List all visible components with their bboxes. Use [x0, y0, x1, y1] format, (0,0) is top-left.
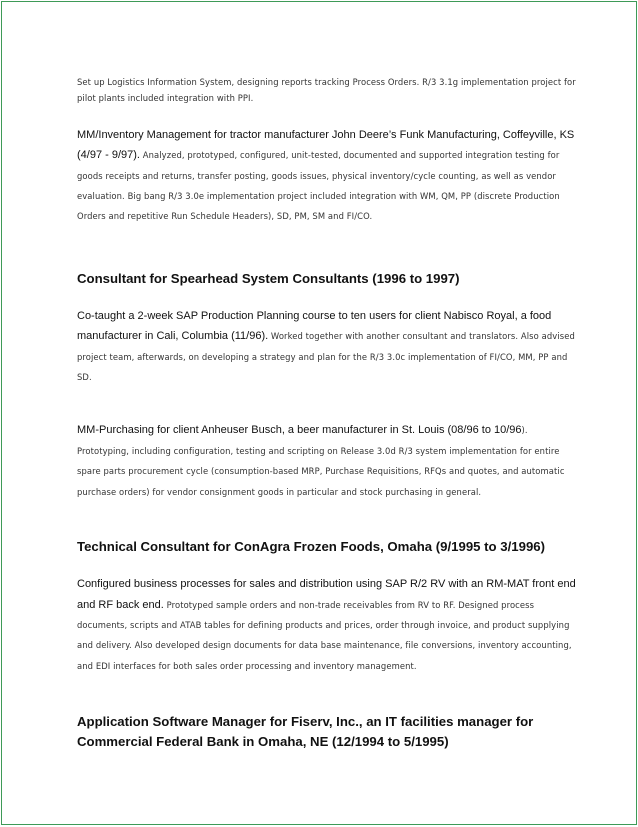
paragraph-john-deere — [77, 123, 577, 225]
paragraph-conagra-lead: Configured business processes for sales and distribution using SAP R/2 RV with an RM-MAT front end and RF back end. — [77, 578, 576, 611]
paragraph-john-deere-lead: MM/Inventory Management for tractor manufacturer John Deere’s Funk Manufacturing, Coffeyville, KS (4/97 - 9/97). — [77, 128, 575, 162]
document-body — [77, 74, 577, 752]
paragraph-nabisco-body: Worked together with another consultant and translators. Also advised project team, afterwards, on developing a strategy and plan for the R/3 3.0c implementation of FI/CO, MM, PP and SD. — [77, 331, 575, 383]
paragraph-conagra-body: Prototyped sample orders and non-trade receivables from RV to RF. Designed process documents, scripts and ATAB tables for defining products and prices, order through invoice, and product supplying and delivery. Also developed design documents for data base maintenance, file conversions, inventory accounting, and EDI interfaces for both sales order processing and inventory management. — [77, 599, 572, 671]
paragraph-anheuser-busch-body: ). Prototyping, including configuration, testing and scripting on Release 3.0d R/3 system implementation for entire spare parts procurement cycle (consumption-based MRP, Purchase Requisitions, RFQs and quotes, and automatic purchase orders) for vendor consignment goods in particular and stock purchasing in general. — [77, 425, 565, 497]
paragraph-anheuser-busch — [77, 418, 577, 500]
paragraph-logistics: Set up Logistics Information System, designing reports tracking Process Orders. R/3 3.1g implementation project for pilot plants included integration with PPI. — [77, 77, 576, 104]
paragraph-nabisco — [77, 304, 577, 386]
paragraph-conagra — [77, 572, 577, 674]
section-heading-spearhead: Consultant for Spearhead System Consultants (1996 to 1997) — [77, 270, 460, 286]
section-heading-conagra: Technical Consultant for ConAgra Frozen Foods, Omaha (9/1995 to 3/1996) — [77, 539, 546, 555]
paragraph-john-deere-body: Analyzed, prototyped, configured, unit-tested, documented and supported integration testing for goods receipts and returns, transfer posting, goods issues, physical inventory/cycle counting, as well as vendor evaluation. Big bang R/3 3.0e implementation project included integration with WM, QM, PP (discrete Production Orders and repetitive Run Schedule Headers), SD, PM, SM and FI/CO. — [77, 150, 560, 222]
paragraph-anheuser-busch-lead: MM-Purchasing for client Anheuser Busch, a beer manufacturer in St. Louis (08/96 to 10/96 — [77, 424, 522, 437]
document-page — [1, 1, 637, 825]
paragraph-nabisco-lead: Co-taught a 2-week SAP Production Planning course to ten users for client Nabisco Royal, a food manufacturer in Cali, Columbia (11/96). — [77, 309, 552, 343]
section-heading-fiserv: Application Software Manager for Fiserv, Inc., an IT facilities manager for Commercial Federal Bank in Omaha, NE (12/1994 to 5/1995) — [77, 714, 534, 750]
